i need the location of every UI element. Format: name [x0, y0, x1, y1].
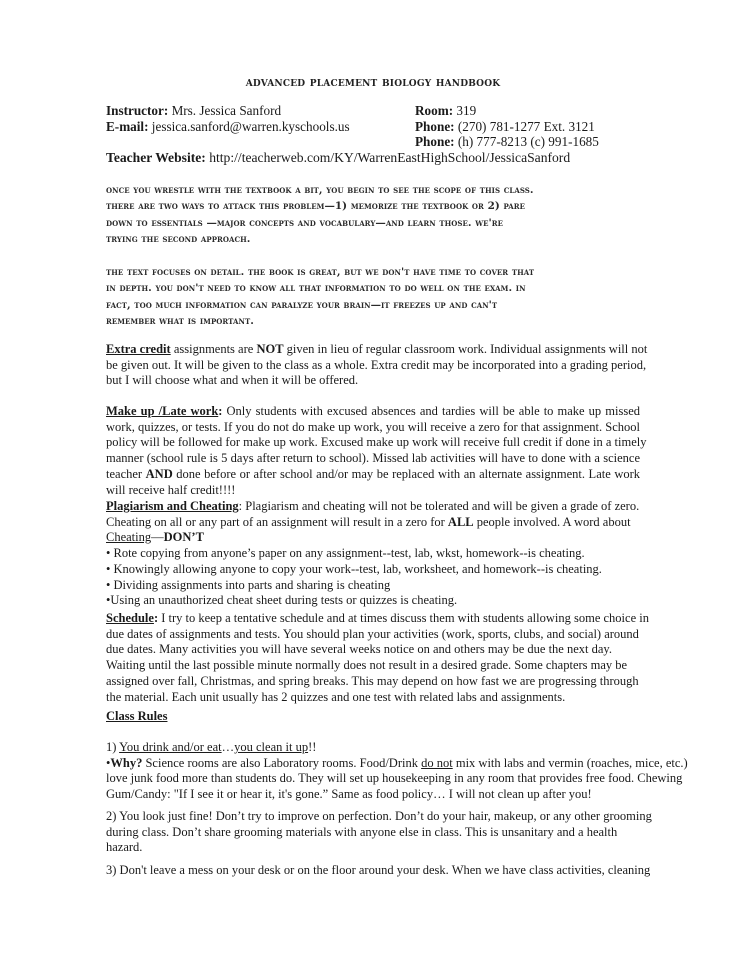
cheating-bullet: • Rote copying from anyone’s paper on any assignment--test, lab, wkst, homework--is cheating. — [106, 546, 585, 561]
rule1-line: love junk food more than students do. They will set up housekeeping in any room that provides free food. Chewing — [106, 771, 683, 786]
website-value: http://teacherweb.com/KY/WarrenEastHighSchool/JessicaSanford — [205, 149, 571, 165]
plagiarism-section — [106, 499, 640, 609]
phone2-line — [415, 134, 599, 150]
intro1-line: once you wrestle with the textbook a bit, you begin to see the scope of this class. — [106, 184, 534, 196]
phone1-line — [415, 119, 595, 135]
instructor-label: Instructor: — [106, 103, 169, 118]
rule-1 — [106, 740, 688, 803]
rule1-line — [106, 755, 688, 772]
plagiarism-line — [106, 530, 640, 546]
website-line — [106, 150, 570, 166]
rule-2 — [106, 809, 652, 856]
intro2-line: the text focuses on detail. the book is great, but we don't have time to cover that — [106, 266, 535, 278]
intro-paragraph-1 — [106, 182, 640, 247]
cheating-underlined: Cheating — [106, 530, 152, 545]
contact-info — [106, 103, 666, 165]
why-label: Why? — [110, 755, 143, 770]
intro2-line: fact, too much information can paralyze your brain—it freezes up and can't — [106, 298, 498, 311]
class-rules-heading-block — [106, 709, 640, 725]
phone1-label: Phone: — [415, 118, 455, 134]
class-rules-heading: Class Rules — [106, 709, 168, 723]
dash: — — [151, 530, 164, 545]
plagiarism-line — [106, 515, 640, 531]
extra-credit-line: be given out. It will be given to the class as a whole. Extra credit may be incorporated into a grading period, — [106, 357, 647, 372]
makeup-line: manner (school rule is 5 days after return to school). Missed lab activities will have to done with a science — [106, 451, 640, 466]
rule2-line: hazard. — [106, 840, 143, 855]
colon: : — [153, 611, 159, 625]
extra-credit-heading: Extra credit — [106, 342, 171, 356]
plagiarism-line — [106, 499, 640, 515]
text: mix with labs and vermin (roaches, mice, etc.) — [452, 755, 688, 770]
phone1-value: (270) 781-1277 Ext. 3121 — [454, 118, 595, 134]
dont-emphasis: DON’T — [163, 530, 204, 545]
text: done before or after school and/or may be replaced with an alternate assignment. Late work — [172, 466, 641, 481]
extra-credit-line — [106, 342, 648, 358]
text: You drink and/or eat — [119, 740, 222, 754]
text: people involved. A word about — [473, 514, 631, 529]
intro2-line: in depth. you don't need to know all that information to do well on the exam. in — [106, 282, 526, 295]
makeup-line: policy will be followed for make up work. Excused make up work will receive full credit if done in a timely — [106, 435, 647, 450]
email-value: jessica.sanford@warren.kyschools.us — [148, 118, 350, 134]
cheating-bullet: • Knowingly allowing anyone to copy your work--test, lab, worksheet, and homework--is cheating. — [106, 561, 602, 576]
email-line — [106, 119, 350, 135]
rule2-line: during class. Don’t share grooming materials with anyone else in class. This is unsanitary and a health — [106, 824, 618, 839]
rule1-title — [106, 740, 640, 756]
website-label: Teacher Website: — [106, 149, 206, 165]
email-label: E-mail: — [106, 118, 149, 134]
rule1-line: Gum/Candy: "If I see it or hear it, it's gone.” Same as food policy… I will not clean up after you! — [106, 787, 592, 802]
cheating-bullet: • Dividing assignments into parts and sharing is cheating — [106, 577, 391, 592]
text: teacher — [106, 466, 146, 481]
intro1-line: trying the second approach. — [106, 232, 251, 245]
text: Only students with excused absences and tardies will be able to make up missed — [222, 404, 640, 418]
emphasis: AND — [145, 466, 173, 481]
makeup-line — [106, 404, 640, 420]
schedule-heading: Schedule — [106, 611, 154, 625]
text: : Plagiarism and cheating will not be tolerated and will be given a grade of zero. — [238, 499, 640, 513]
schedule-line: Waiting until the last possible minute normally does not result in a desired grade. Some chapters may be — [106, 658, 628, 673]
intro2-line: remember what is important. — [106, 314, 254, 327]
schedule-line: due dates of assignments and tests. You should plan your activities (work, sports, clubs, and social) around — [106, 626, 639, 641]
rule3-line: 3) Don't leave a mess on your desk or on the floor around your desk. When we have class activities, cleaning — [106, 863, 651, 877]
instructor-line — [106, 103, 281, 119]
makeup-line: will receive half credit!!!! — [106, 482, 236, 497]
text: I try to keep a tentative schedule and at times discuss them with students allowing some choice in — [158, 611, 649, 625]
makeup-heading: Make up /Late work — [106, 404, 219, 418]
rule-number: 1) — [106, 740, 120, 754]
text: given in lieu of regular classroom work. Individual assignments will not — [283, 342, 648, 356]
schedule-line — [106, 611, 649, 627]
room-value: 319 — [453, 103, 477, 118]
text: assignments are — [170, 342, 257, 356]
rule2-line: 2) You look just fine! Don’t try to improve on perfection. Don’t do your hair, makeup, or any other grooming — [106, 809, 652, 823]
makeup-line — [106, 467, 640, 483]
extra-credit-line: but I will choose what and when it will be offered. — [106, 373, 359, 388]
phone2-label: Phone: — [415, 134, 455, 149]
room-line — [415, 103, 476, 119]
emphasis: NOT — [256, 342, 284, 356]
schedule-line: the material. Each unit usually has 2 quizzes and one test with related labs and assignments. — [106, 689, 566, 704]
text: Cheating on all or any part of an assignment will result in a zero for — [106, 514, 448, 529]
plagiarism-heading: Plagiarism and Cheating — [106, 499, 239, 513]
extra-credit-section — [106, 342, 648, 389]
bullet: • — [106, 755, 111, 770]
intro1-line: down to essentials —major concepts and vocabulary—and learn those. we're — [106, 216, 504, 229]
text: do not — [421, 755, 453, 770]
makeup-line: work, quizzes, or tests. If you do not do make up work, you will receive a zero for that assignment. School — [106, 419, 640, 434]
text: !! — [308, 740, 317, 754]
rule-3 — [106, 863, 651, 879]
phone2-value: (h) 777-8213 (c) 991-1685 — [454, 134, 599, 149]
text: you clean it up — [234, 740, 309, 754]
makeup-late-work-section — [106, 404, 647, 498]
schedule-line: due dates. Many activities you will have several weeks notice on and others may be due the next day. — [106, 642, 612, 657]
document-title: advanced placement biology handbook — [245, 74, 501, 89]
intro1-line: there are two ways to attack this problem—1) memorize the textbook or 2) pare — [106, 200, 526, 213]
colon: : — [218, 404, 223, 418]
instructor-value: Mrs. Jessica Sanford — [168, 103, 282, 118]
cheating-bullet: •Using an unauthorized cheat sheet during tests or quizzes is cheating. — [106, 593, 458, 608]
schedule-section — [106, 611, 649, 705]
text: Science rooms are also Laboratory rooms. Food/Drink — [142, 755, 422, 770]
text: … — [221, 740, 235, 754]
room-label: Room: — [415, 103, 454, 118]
schedule-line: assigned over fall, Christmas, and spring breaks. This may depend on how fast we are progressing through — [106, 673, 639, 688]
emphasis: ALL — [447, 514, 474, 529]
intro-paragraph-2 — [106, 264, 640, 329]
